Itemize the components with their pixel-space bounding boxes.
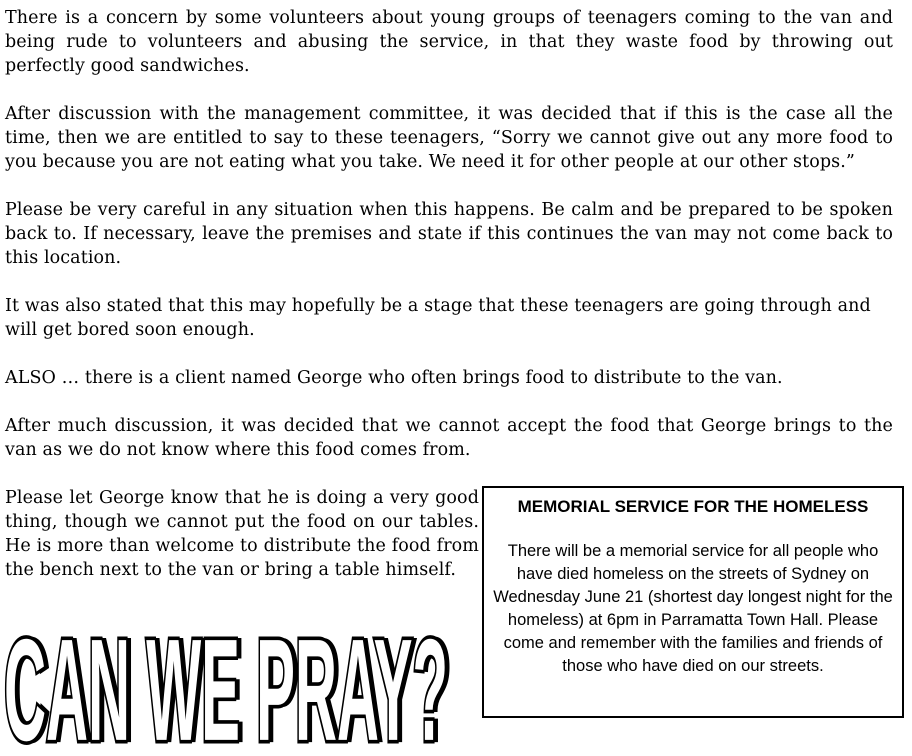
paragraph-stage-note: It was also stated that this may hopefully be a stage that these teenagers are going through and will get bored soon enough.	[5, 296, 871, 340]
paragraph-safety-advice: Please be very careful in any situation when this happens. Be calm and be prepared to be spoken back to. If necessary, leave the premises and state if this continues the van may not come back to this location.	[5, 200, 893, 268]
banner-shadow-text: CAN WE PRAY?	[8, 612, 453, 754]
notice-body: There will be a memorial service for all people who have died homeless on the streets of Sydney on Wednesday June 21 (shortest day longest night for the homeless) at 6pm in Parramatta Town Hall. Please come and remember with the families and friends of those who have died on our streets.	[493, 542, 893, 675]
banner-title-text: CAN WE PRAY?	[4, 612, 449, 754]
paragraph-committee-decision: After discussion with the management committee, it was decided that if this is the case all the time, then we are entitled to say to these teenagers, “Sorry we cannot give out any more food to you because you are not eating what you take. We need it for other people at our other stops.”	[5, 104, 893, 172]
notice-title: MEMORIAL SERVICE FOR THE HOMELESS	[517, 497, 869, 516]
paragraph-george-guidance: Please let George know that he is doing a very good thing, though we cannot put the food on our tables. He is more than welcome to distribute the food from the bench next to the van or bring a table himself.	[5, 488, 479, 580]
paragraph-george-intro: ALSO … there is a client named George who often brings food to distribute to the van.	[5, 368, 783, 388]
memorial-notice-box	[482, 486, 904, 718]
paragraph-teenager-concern: There is a concern by some volunteers about young groups of teenagers coming to the van and being rude to volunteers and abusing the service, in that they waste food by throwing out perfectly good sandwiches.	[5, 8, 893, 76]
paragraph-george-decision: After much discussion, it was decided that we cannot accept the food that George brings to the van as we do not know where this food comes from.	[5, 416, 893, 460]
can-we-pray-banner	[2, 612, 462, 754]
banner-wordart	[2, 612, 462, 754]
